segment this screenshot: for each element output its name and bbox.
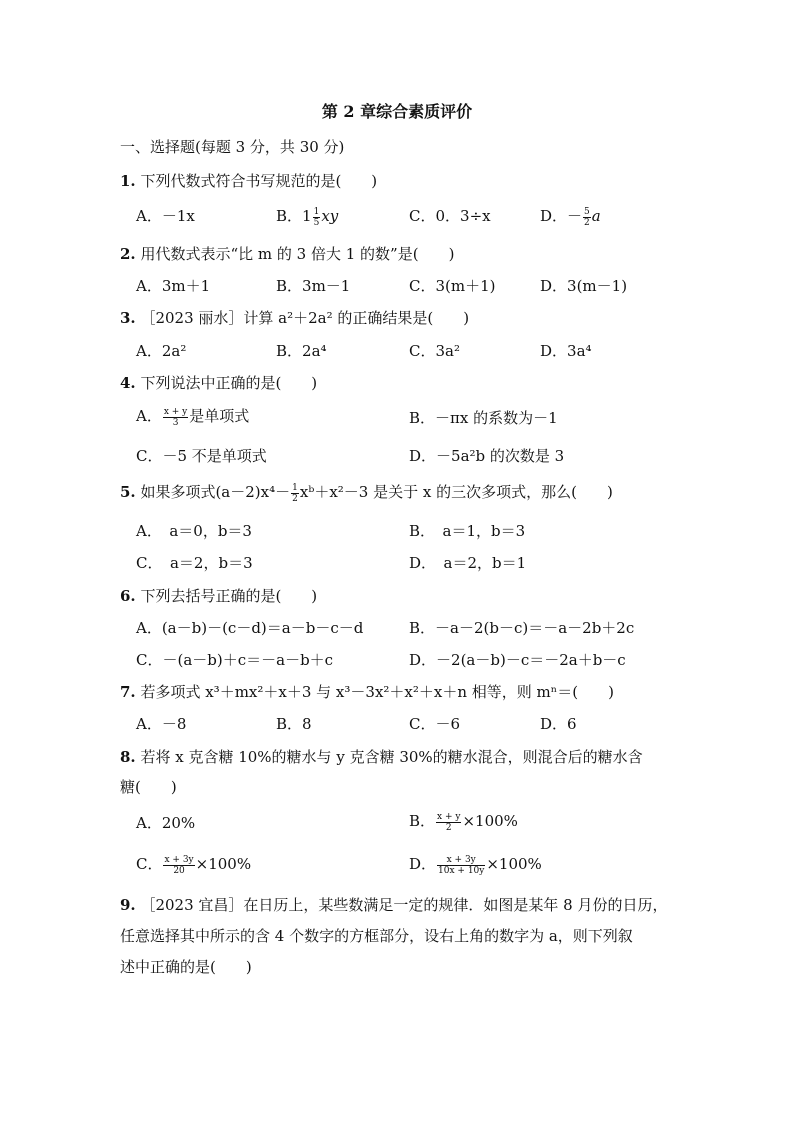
q3-option-a: A．2a² (136, 342, 187, 360)
fraction (313, 207, 321, 228)
question-8 (120, 747, 643, 767)
q3-option-d: D．3a⁴ (540, 342, 592, 360)
q8-option-b (409, 811, 518, 833)
q7-option-b: B．8 (276, 715, 312, 733)
question-number: 5. (120, 483, 136, 501)
fraction (163, 855, 194, 876)
question-text: 若多项式 x³＋mx²＋x＋3 与 x³－3x²＋x²＋x＋n 相等，则 mⁿ＝( ) (140, 683, 614, 701)
question-9-line-2: 任意选择其中所示的含 4 个数字的方框部分，设右上角的数字为 a，则下列叙 (120, 927, 633, 945)
question-number: 6. (120, 587, 136, 605)
question-number: 1. (120, 172, 136, 190)
q6-option-c: C．－(a－b)＋c＝－a－b＋c (136, 651, 334, 669)
numerator: x + 3y (164, 854, 194, 865)
question-text: ［2023 宜昌］在日历上，某些数满足一定的规律．如图是某年 8 月份的日历， (140, 896, 668, 914)
question-number: 9. (120, 896, 136, 914)
q1-option-c: C．0．3÷x (409, 207, 491, 225)
question-9 (120, 895, 667, 915)
q1-option-d (540, 206, 601, 228)
q2-option-d: D．3(m－1) (540, 277, 628, 295)
q7-option-a: A．－8 (136, 715, 187, 733)
question-text: 用代数式表示“比 m 的 3 倍大 1 的数”是( ) (140, 245, 455, 263)
denominator: 20 (173, 865, 185, 876)
option-b-suffix: ×100% (462, 812, 518, 830)
option-a-suffix: 是单项式 (189, 407, 250, 425)
q7-option-d: D．6 (540, 715, 577, 733)
q8-option-d (409, 854, 542, 876)
question-7 (120, 682, 614, 702)
denominator: 5 (313, 217, 320, 228)
q4-option-b: B．－πx 的系数为－1 (409, 409, 558, 427)
fraction (437, 855, 485, 876)
question-text: 下列代数式符合书写规范的是( ) (140, 172, 378, 190)
q8-option-a: A．20% (136, 814, 196, 832)
question-8-line-2: 糖( ) (120, 778, 177, 796)
question-text: 若将 x 克含糖 10%的糖水与 y 克含糖 30%的糖水混合，则混合后的糖水含 (140, 748, 643, 766)
option-c-suffix: ×100% (195, 855, 252, 873)
question-6 (120, 586, 317, 606)
q5-option-a: A． a＝0，b＝3 (136, 522, 252, 540)
q7-option-c: C．－6 (409, 715, 461, 733)
option-b-suffix: xy (321, 207, 339, 225)
fraction (163, 407, 188, 428)
numerator: 1 (292, 482, 298, 493)
q4-option-d: D．－5a²b 的次数是 3 (409, 447, 565, 465)
option-d-suffix: ×100% (486, 855, 542, 873)
q5-option-d: D． a＝2，b＝1 (409, 554, 527, 572)
denominator: 10x + 10y (438, 865, 485, 876)
q2-option-b: B．3m－1 (276, 277, 351, 295)
option-a-prefix: A． (136, 407, 162, 425)
fraction (583, 207, 591, 228)
section-heading: 一、选择题(每题 3 分，共 30 分) (120, 138, 345, 156)
q4-option-c: C．－5 不是单项式 (136, 447, 267, 465)
q3-option-b: B．2a⁴ (276, 342, 327, 360)
q2-option-c: C．3(m＋1) (409, 277, 496, 295)
denominator: 3 (172, 417, 179, 428)
question-text: 如果多项式(a－2)x⁴－ (140, 483, 291, 501)
q1-option-a: A．－1x (136, 207, 195, 225)
q6-option-d: D．－2(a－b)－c＝－2a＋b－c (409, 651, 626, 669)
question-3 (120, 308, 469, 328)
question-1 (120, 171, 377, 191)
q4-option-a (136, 406, 249, 428)
option-d-prefix: D．－ (540, 207, 583, 225)
fraction (436, 812, 461, 833)
numerator: 5 (584, 206, 590, 217)
q2-option-a: A．3m＋1 (136, 277, 211, 295)
numerator: x + y (437, 811, 461, 822)
numerator: x + 3y (437, 855, 485, 866)
q3-option-c: C．3a² (409, 342, 460, 360)
option-d-suffix: a (591, 207, 601, 225)
q8-option-c (136, 854, 251, 876)
q5-option-b: B． a＝1，b＝3 (409, 522, 526, 540)
question-text-continued: xᵇ＋x²－3 是关于 x 的三次多项式，那么( ) (299, 483, 613, 501)
q5-option-c: C． a＝2，b＝3 (136, 554, 253, 572)
numerator: x + y (163, 406, 188, 417)
question-5 (120, 482, 613, 504)
page-title: 第 2 章综合素质评价 (321, 102, 473, 121)
option-c-prefix: C． (136, 855, 163, 873)
numerator: 1 (313, 206, 320, 217)
question-number: 7. (120, 683, 136, 701)
question-number: 4. (120, 374, 136, 392)
denominator: 2 (292, 493, 298, 504)
q6-option-a: A．(a－b)－(c－d)＝a－b－c－d (136, 619, 364, 637)
question-2 (120, 244, 454, 264)
question-text: 下列去括号正确的是( ) (140, 587, 318, 605)
question-number: 3. (120, 309, 136, 327)
question-number: 2. (120, 245, 136, 263)
denominator: 2 (445, 822, 452, 833)
question-text: ［2023 丽水］计算 a²＋2a² 的正确结果是( ) (140, 309, 470, 327)
question-number: 8. (120, 748, 136, 766)
fraction (291, 483, 299, 504)
question-4 (120, 373, 317, 393)
option-d-prefix: D． (409, 855, 437, 873)
option-b-prefix: B． (409, 812, 436, 830)
denominator: 2 (584, 217, 590, 228)
q1-option-b (276, 206, 338, 228)
question-text: 下列说法中正确的是( ) (140, 374, 318, 392)
q6-option-b: B．－a－2(b－c)＝－a－2b＋2c (409, 619, 635, 637)
question-9-line-3: 述中正确的是( ) (120, 958, 252, 976)
option-b-prefix: B．1 (276, 207, 312, 225)
